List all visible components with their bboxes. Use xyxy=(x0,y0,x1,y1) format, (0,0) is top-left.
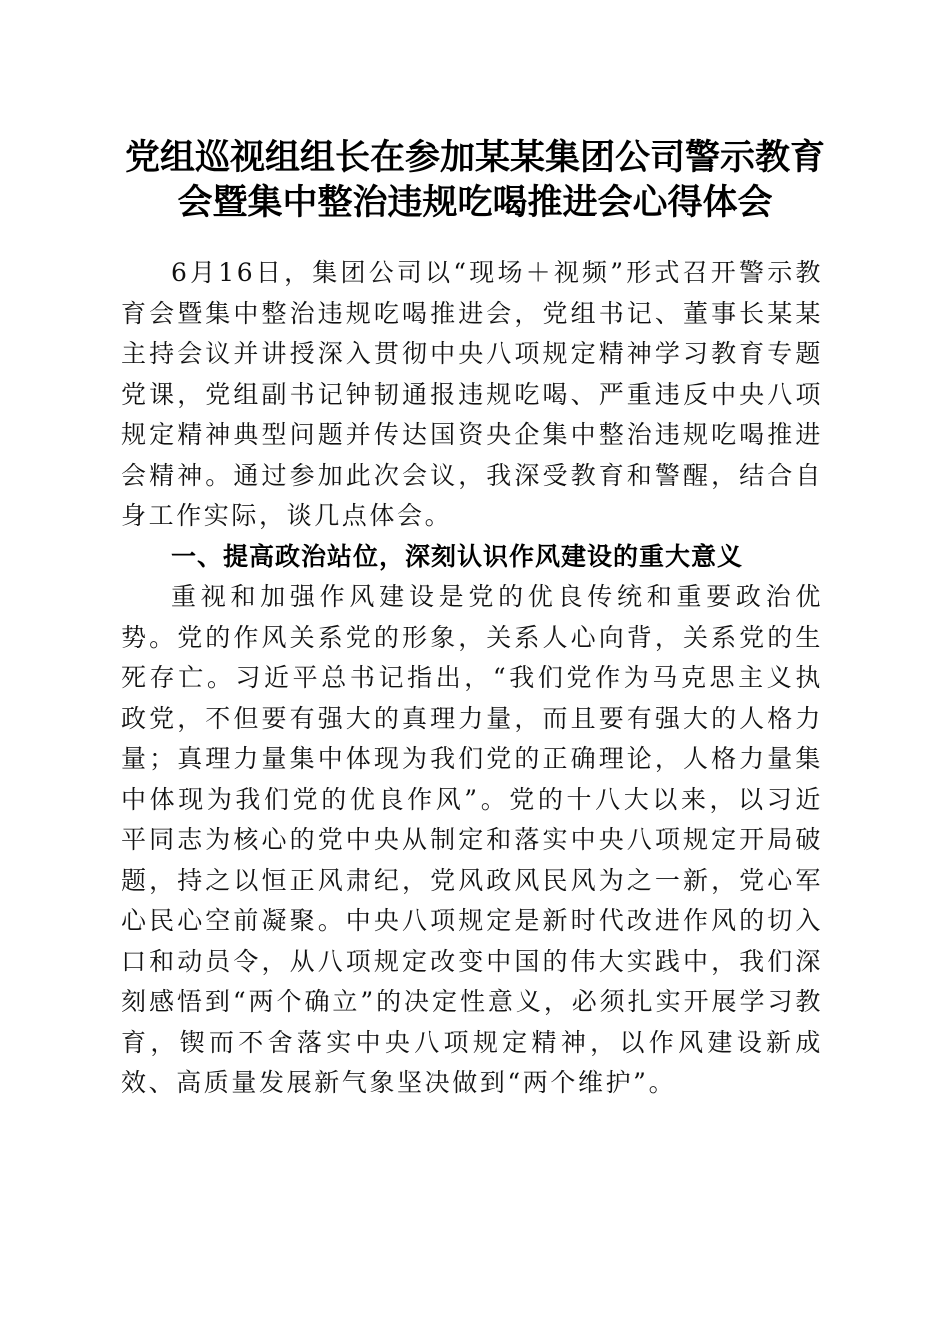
document-title xyxy=(118,136,832,226)
body-paragraph-2: 重视和加强作风建设是党的优良传统和重要政治优势。党的作风关系党的形象，关系人心向背，关系党的生死存亡。习近平总书记指出，“我们党作为马克思主义执政党，不但要有强大的真理力量，而且要有强大的人格力量；真理力量集中体现为我们党的正确理论，人格力量集中体现为我们党的优良作风”。党的十八大以来，以习近平同志为核心的党中央从制定和落实中央八项规定开局破题，持之以恒正风肃纪，党风政风民风为之一新，党心军心民心空前凝聚。中央八项规定是新时代改进作风的切入口和动员令，从八项规定改变中国的伟大实践中，我们深刻感悟到“两个确立”的决定性意义，必须扎实开展学习教育，锲而不舍落实中央八项规定精神，以作风建设新成效、高质量发展新气象坚决做到“两个维护”。 xyxy=(121,582,823,1097)
section-heading-1: 一、提高政治站位，深刻认识作风建设的重大意义 xyxy=(171,541,744,571)
document-body xyxy=(121,253,823,1104)
body-paragraph-1: 6月16日，集团公司以“现场＋视频”形式召开警示教育会暨集中整治违规吃喝推进会，党组书记、董事长某某主持会议并讲授深入贯彻中央八项规定精神学习教育专题党课，党组副书记钟韧通报违规吃喝、严重违反中央八项规定精神典型问题并传达国资央企集中整治违规吃喝推进会精神。通过参加此次会议，我深受教育和警醒，结合自身工作实际，谈几点体会。 xyxy=(121,258,823,530)
title-line-1: 党组巡视组组长在参加某某集团公司警示教育 xyxy=(124,138,825,178)
title-line-2: 会暨集中整治违规吃喝推进会心得体会 xyxy=(177,183,773,223)
